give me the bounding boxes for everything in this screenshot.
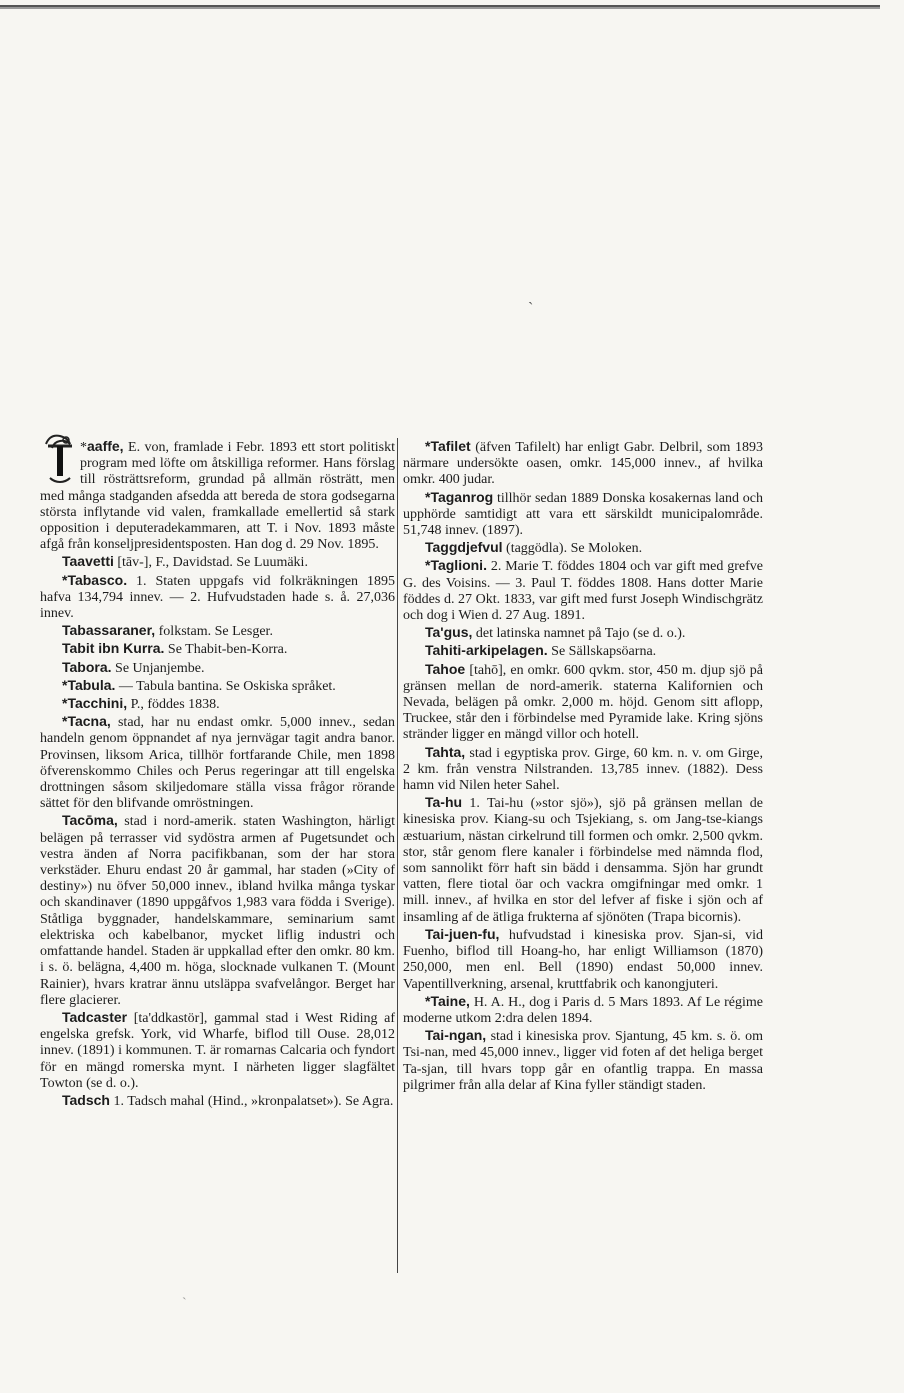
headword-tagus: Ta'gus, xyxy=(425,624,473,641)
headword-tabula: *Tabula. xyxy=(62,676,116,693)
entry-text: (äfven Tafilelt) har enligt Gabr. Delbril, som 1893 närmare undersökte oasen, omkr. 145,000 innev., af hvilka omkr. 400 judar. xyxy=(403,440,763,488)
entry-tahoe xyxy=(403,661,763,744)
headword-tadcaster: Tadcaster xyxy=(62,1008,128,1025)
entry-text: folkstam. Se Lesger. xyxy=(155,624,273,640)
entry-text: stad i nord-amerik. staten Washington, härligt belägen på terrasser vid sydöstra armen af Pugetsundet och vestra änden af Norra pacifikbanan, som der har stora verkstäder. Ehuru endast 20 år gammal, har staden (»City of destiny») nu öfver 50,000 innev., ibland hvilka många tyskar och skandinaver (1890 uppgåfvos 1,983 vara födda i Sverige). Ståtliga byggnader, handelskammare, seminarium samt elektriska och kabelbanor, mycket liflig industri och omfattande handel. Staden är uppkallad efter den omkr. 80 km. i s. ö. belägna, 4,400 m. höga, slocknade vulkanen T. (Mount Rainier), hvars kratrar ännu utsläppa svafvelångor. Berget har flere glacierer. xyxy=(40,814,395,1008)
entry-tagus xyxy=(403,624,763,642)
top-rule xyxy=(0,5,880,9)
entry-star: * xyxy=(80,440,87,455)
headword-tacoma: Tacōma, xyxy=(62,812,118,829)
entry-text: E. von, framlade i Febr. 1893 ett stort politiskt program med löfte om åtskilliga reformer. Hans förslag till rösträttsreform, grundad på allmän rösträtt, men med många stadganden afsedda att bereda de stora godsegarna största inflytande vid valen, framkallade emellertid så stark opposition i deputeradekammaren, att T. i Nov. 1893 måste afgå från konseljpresidentsposten. Han dog d. 29 Nov. 1895. xyxy=(40,440,395,553)
page-mark: ` xyxy=(528,300,534,317)
headword-tabassaraner: Tabassaraner, xyxy=(62,622,156,639)
left-column xyxy=(40,438,395,1110)
headword-tahiti: Tahiti-arkipelagen. xyxy=(425,642,548,659)
entry-tahu xyxy=(403,794,763,926)
entry-text: (taggödla). Se Moloken. xyxy=(502,541,643,557)
headword-tadsch: Tadsch xyxy=(62,1091,110,1108)
entry-taggdjefvul xyxy=(403,539,763,557)
entry-tadsch xyxy=(40,1092,395,1110)
entry-text: Se Unjanjembe. xyxy=(111,660,205,676)
entry-text: stad i kinesiska prov. Sjantung, 45 km. s. ö. om Tsi-nan, med 45,000 innev., ligger vid foten af det heliga berget Ta-sjan, till hvars topp går en ofantlig trappa. En massa pilgrimer från alla delar af Kina fyller ständigt staden. xyxy=(403,1029,763,1093)
entry-text: Se Sällskapsöarna. xyxy=(547,644,657,660)
entry-text: P., föddes 1838. xyxy=(127,697,220,713)
entry-tahiti xyxy=(403,642,763,660)
entry-tafilet xyxy=(403,438,763,489)
entry-taaffe xyxy=(40,438,395,553)
headword-tahoe: Tahoe xyxy=(425,660,466,677)
ornamental-initial-t-icon xyxy=(40,432,78,486)
entry-text: 2. Marie T. föddes 1804 och var gift med grefve G. des Voisins. — 3. Paul T. föddes 1808. Hans dotter Marie föddes d. 27 Okt. 1833, var gift med furst Joseph Windischgrätz och dog i Wien d. 27 Aug. 1891. xyxy=(403,559,763,624)
headword-tabit: Tabit ibn Kurra. xyxy=(62,640,165,657)
headword-taijuenfu: Tai-juen-fu, xyxy=(425,925,500,942)
headword-taglioni: *Taglioni. xyxy=(425,557,487,574)
headword-taggdjefvul: Taggdjefvul xyxy=(425,539,503,556)
entry-text: det latinska namnet på Tajo (se d. o.). xyxy=(472,626,686,642)
entry-text: stad i egyptiska prov. Girge, 60 km. n. v. om Girge, 2 km. från venstra Nilstranden. 13,785 innev. (1882). Dess hamn vid Nilen heter Sahel. xyxy=(403,745,763,794)
entry-text: — Tabula bantina. Se Oskiska språket. xyxy=(115,678,336,694)
entry-tacna xyxy=(40,713,395,812)
entry-text: H. A. H., dog i Paris d. 5 Mars 1893. Af Le régime moderne utkom 2:dra delen 1894. xyxy=(403,994,763,1026)
entry-taavetti xyxy=(40,553,395,571)
entry-text: 1. Tadsch mahal (Hind., »kronpalatset»). Se Agra. xyxy=(109,1093,394,1109)
entry-tabula xyxy=(40,677,395,695)
entry-tabit xyxy=(40,640,395,658)
entry-text: Se Thabit-ben-Korra. xyxy=(164,642,288,658)
entry-taganrog xyxy=(403,489,763,540)
entry-text: [tahō], en omkr. 600 qvkm. stor, 450 m. djup sjö på gränsen mellan de nord-amerik. staterna Kalifornien och Nevada, belägen på omkr. 2,000 m. höjd. Genom sitt aflopp, Truckee, står den i förbindelse med Pyramide lake. Kring sjöns stränder ligger en mängd villor och hotell. xyxy=(403,662,763,743)
headword-tafilet: *Tafilet xyxy=(425,438,471,454)
headword-tacchini: *Tacchini, xyxy=(62,695,128,712)
entry-tahta xyxy=(403,744,763,795)
entry-text: hufvudstad i kinesiska prov. Sjan-si, vid Fuenho, biflod till Hoang-ho, har enligt Williamson (1870) 250,000, men enl. Bell (1890) endast 50,000 innev. Vapentillverkning, arsenal, kruttfabrik och kanongjuteri. xyxy=(403,927,763,992)
headword-tabora: Tabora. xyxy=(62,658,112,675)
entry-text: stad, har nu endast omkr. 5,000 innev., sedan handeln genom öppnandet af nya jernvägar tagit andra banor. Provinsen, liksom Arica, tillhör fortfarande Chile, men 1898 öfverenskommo Chiles och Perus regeringar att till engelska drottningen såsom skiljedomare ställa vissa frågor rörande sättet för den blifvande omröstningen. xyxy=(40,715,395,812)
entry-tacoma xyxy=(40,812,395,1008)
headword-tacna: *Tacna, xyxy=(62,713,111,730)
entry-taine xyxy=(403,993,763,1027)
headword-taaffe: aaffe, xyxy=(87,438,124,454)
entry-taijuenfu xyxy=(403,926,763,993)
headword-tahta: Tahta, xyxy=(425,743,466,760)
right-column xyxy=(403,438,763,1094)
entry-text: 1. Tai-hu (»stor sjö»), sjö på gränsen mellan de kinesiska prov. Kiang-su och Tsjekiang, s. om Jang-tse-kiangs æstuarium, nästan cirkelrund till formen och omkr. 2,500 qvkm. stor, står genom flere kanaler i förbindelse med nämnda flod, som sannolikt förr haft sin bädd i densamma. Sjön har grundt vatten, flere tiotal öar och vackra omgifningar med omkr. 1 mill. innev., af hvilka en stor del lefver af fiske i sjön och af insamling af de ätliga frukterna af sjönöten (Trapa bicornis). xyxy=(403,796,763,925)
entry-taglioni xyxy=(403,557,763,624)
entry-tabasco xyxy=(40,572,395,623)
headword-tabasco: *Tabasco. xyxy=(62,571,128,588)
entry-tabassaraner xyxy=(40,622,395,640)
headword-taavetti: Taavetti xyxy=(62,553,114,570)
headword-taingan: Tai-ngan, xyxy=(425,1027,487,1044)
entry-text: [ta'ddkastör], gammal stad i West Riding af engelska grefsk. York, vid Wharfe, biflod till Ouse. 28,012 innev. (1891) i kommunen. T. är romarnas Calcaria och fyndort för en mängd romerska mynt. I närheten ligger slagfältet Towton (se d. o.). xyxy=(40,1010,395,1091)
headword-tahu: Ta-hu xyxy=(425,794,463,811)
entry-tabora xyxy=(40,659,395,677)
entry-tacchini xyxy=(40,695,395,713)
entry-text: [tāv-], F., Davidstad. Se Luumäki. xyxy=(113,555,308,571)
headword-taganrog: *Taganrog xyxy=(425,488,494,505)
entry-text: 1. Staten uppgafs vid folkräkningen 1895 hafva 134,794 innev. — 2. Hufvudstaden hade s. å. 27,036 innev. xyxy=(40,573,395,622)
scan-speck: ` xyxy=(182,1296,187,1311)
headword-taine: *Taine, xyxy=(425,992,470,1009)
entry-tadcaster xyxy=(40,1009,395,1092)
entry-text: tillhör sedan 1889 Donska kosakernas land och upphörde samtidigt att vara ett särskildt municipalområde. 51,748 innev. (1897). xyxy=(403,490,763,539)
column-divider xyxy=(397,438,398,1273)
entry-taingan xyxy=(403,1027,763,1094)
